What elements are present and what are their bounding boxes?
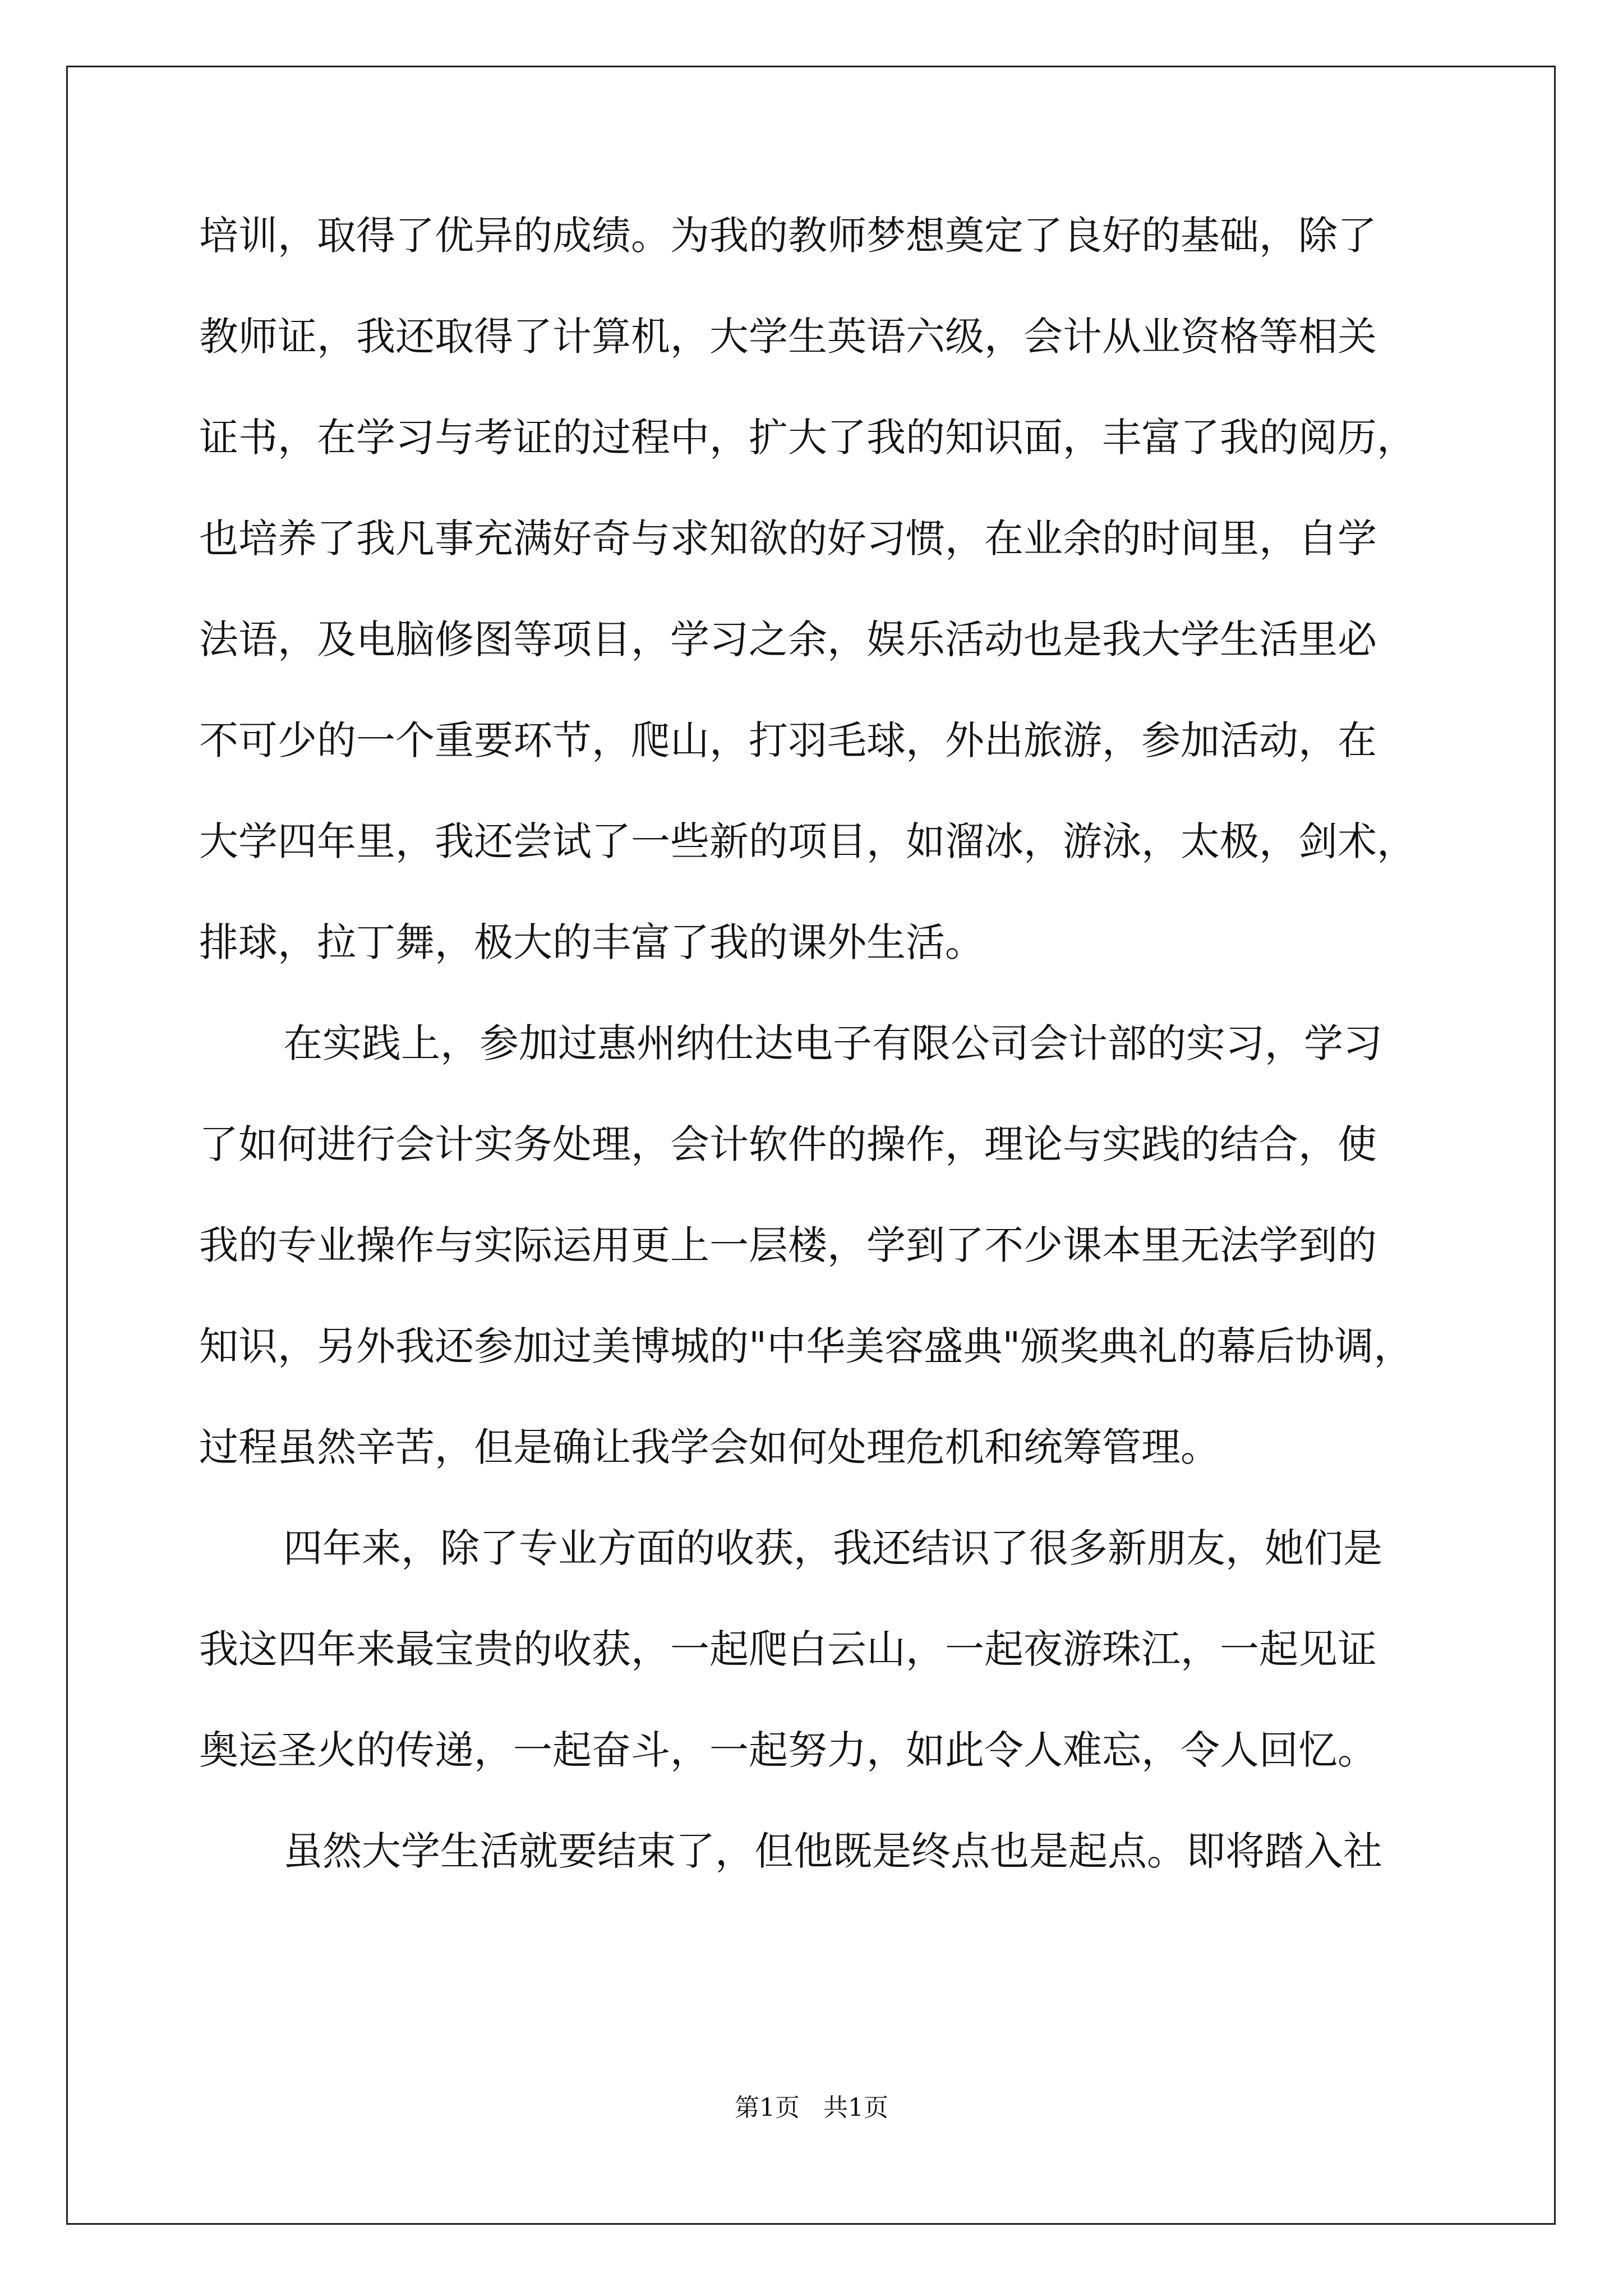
text-line: 培训，取得了优异的成绩。为我的教师梦想奠定了良好的基础，除了 [199, 213, 1377, 259]
text-line: 法语，及电脑修图等项目，学习之余，娱乐活动也是我大学生活里必 [199, 616, 1377, 662]
text-line: 奥运圣火的传递，一起奋斗，一起努力，如此令人难忘，令人回忆。 [199, 1727, 1377, 1773]
paragraph-first-line: 四年来，除了专业方面的收获，我还结识了很多新朋友，她们是 [283, 1525, 1382, 1571]
text-line: 我的专业操作与实际运用更上一层楼，学到了不少课本里无法学到的 [199, 1222, 1377, 1268]
text-line: 过程虽然辛苦，但是确让我学会如何处理危机和统筹管理。 [199, 1424, 1220, 1470]
paragraph-first-line: 在实践上，参加过惠州纳仕达电子有限公司会计部的实习，学习 [283, 1020, 1382, 1066]
text-line: 证书，在学习与考证的过程中，扩大了我的知识面，丰富了我的阅历， [199, 415, 1416, 461]
text-line: 我这四年来最宝贵的收获，一起爬白云山，一起夜游珠江，一起见证 [199, 1626, 1377, 1672]
paragraph-first-line: 虽然大学生活就要结束了，但他既是终点也是起点。即将踏入社 [283, 1828, 1382, 1874]
text-line: 排球，拉丁舞，极大的丰富了我的课外生活。 [199, 919, 984, 965]
text-line: 大学四年里，我还尝试了一些新的项目，如溜冰，游泳，太极，剑术， [199, 818, 1416, 864]
text-line: 也培养了我凡事充满好奇与求知欲的好习惯，在业余的时间里，自学 [199, 516, 1377, 562]
text-line: 不可少的一个重要环节，爬山，打羽毛球，外出旅游，参加活动，在 [199, 717, 1377, 763]
text-line: 教师证，我还取得了计算机，大学生英语六级，会计从业资格等相关 [199, 314, 1377, 360]
text-line: 知识，另外我还参加过美博城的"中华美容盛典"颁奖典礼的幕后协调， [199, 1323, 1413, 1369]
page-footer: 第1页 共1页 [735, 2093, 888, 2122]
text-line: 了如何进行会计实务处理，会计软件的操作，理论与实践的结合，使 [199, 1121, 1377, 1167]
